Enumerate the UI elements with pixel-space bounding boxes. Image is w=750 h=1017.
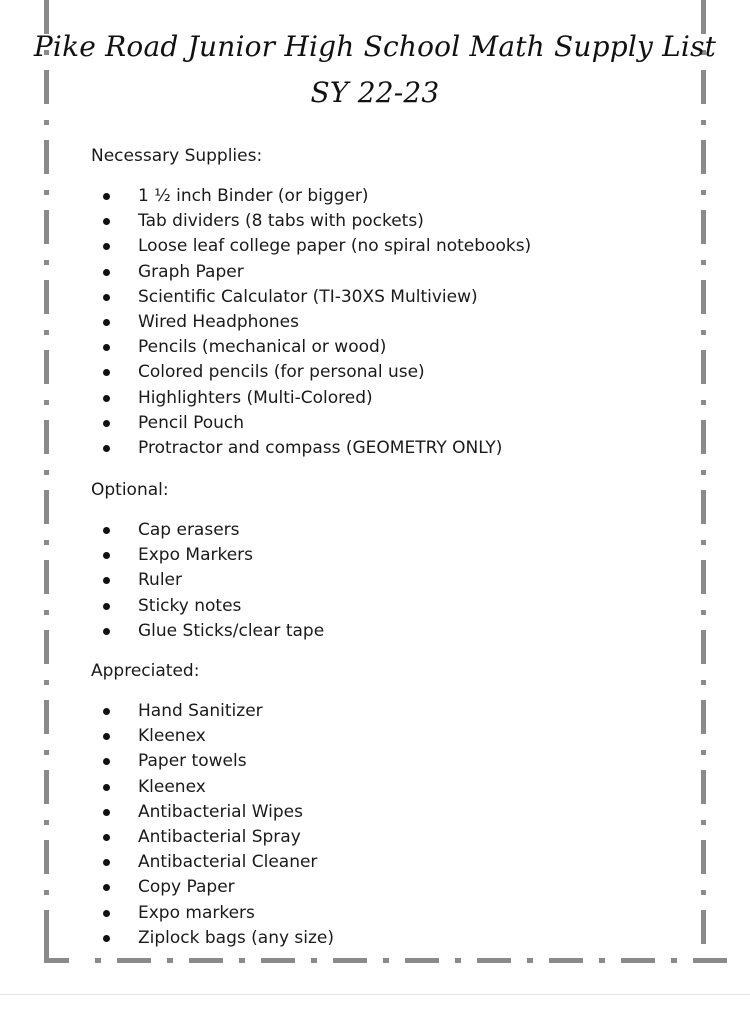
border-dash bbox=[701, 470, 706, 475]
list-item-label: Glue Sticks/clear tape bbox=[138, 620, 325, 641]
border-dash bbox=[701, 770, 706, 804]
border-dash bbox=[701, 490, 706, 524]
bullet-icon bbox=[103, 445, 110, 452]
bullet-icon bbox=[103, 834, 110, 841]
list-item-label: Protractor and compass (GEOMETRY ONLY) bbox=[138, 437, 503, 458]
bullet-icon bbox=[103, 369, 110, 376]
list-item bbox=[0, 436, 531, 461]
list-item bbox=[0, 850, 334, 875]
border-dash bbox=[693, 958, 727, 963]
border-dash bbox=[701, 400, 706, 405]
list-item-label: Kleenex bbox=[138, 776, 206, 797]
list-item bbox=[0, 411, 531, 436]
list-item-label: 1 ½ inch Binder (or bigger) bbox=[138, 186, 369, 206]
border-dash bbox=[44, 120, 49, 125]
border-dash bbox=[239, 958, 245, 963]
border-dash bbox=[549, 958, 583, 963]
list-item bbox=[0, 518, 324, 543]
border-dash bbox=[701, 610, 706, 615]
list-item-label: Copy Paper bbox=[138, 877, 235, 898]
bullet-icon bbox=[103, 218, 110, 225]
appreciated-supplies-list bbox=[0, 699, 334, 951]
necessary-supplies-list bbox=[0, 184, 531, 461]
border-dash bbox=[701, 630, 706, 664]
border-dash bbox=[701, 0, 706, 34]
bullet-icon bbox=[103, 395, 110, 402]
bullet-icon bbox=[103, 344, 110, 351]
list-item bbox=[0, 568, 324, 593]
list-item-label: Cap erasers bbox=[138, 520, 240, 540]
border-dash bbox=[701, 560, 706, 594]
border-dash bbox=[44, 140, 49, 174]
school-year-subtitle: SY 22-23 bbox=[310, 76, 440, 109]
list-item-label: Colored pencils (for personal use) bbox=[138, 362, 425, 383]
bullet-icon bbox=[103, 552, 110, 559]
section-heading-necessary: Necessary Supplies: bbox=[91, 146, 263, 166]
list-item bbox=[0, 209, 531, 234]
bullet-icon bbox=[103, 269, 110, 276]
border-dash bbox=[527, 958, 533, 963]
border-dash bbox=[701, 680, 706, 685]
list-item-label: Antibacterial Spray bbox=[138, 826, 301, 847]
bullet-icon bbox=[103, 527, 110, 534]
list-item bbox=[0, 619, 324, 644]
border-dash bbox=[701, 120, 706, 125]
bullet-icon bbox=[103, 628, 110, 635]
bullet-icon bbox=[103, 935, 110, 942]
border-dash bbox=[701, 840, 706, 874]
bullet-icon bbox=[103, 294, 110, 301]
list-item-label: Tab dividers (8 tabs with pockets) bbox=[138, 211, 424, 232]
border-dash bbox=[189, 958, 223, 963]
border-dash bbox=[701, 700, 706, 734]
bullet-icon bbox=[103, 420, 110, 427]
list-item-label: Hand Sanitizer bbox=[138, 701, 263, 721]
list-item-label: Expo markers bbox=[138, 902, 255, 923]
bullet-icon bbox=[103, 758, 110, 765]
border-dash bbox=[383, 958, 389, 963]
border-dash bbox=[701, 190, 706, 195]
border-dash bbox=[701, 910, 706, 944]
border-dash bbox=[671, 958, 677, 963]
border-dash bbox=[95, 958, 101, 963]
list-item bbox=[0, 386, 531, 411]
bullet-icon bbox=[103, 603, 110, 610]
list-item-label: Pencil Pouch bbox=[138, 412, 245, 433]
list-item-label: Graph Paper bbox=[138, 261, 244, 282]
bullet-icon bbox=[103, 884, 110, 891]
list-item bbox=[0, 749, 334, 774]
list-item bbox=[0, 260, 531, 285]
border-dash bbox=[701, 420, 706, 454]
list-item-label: Loose leaf college paper (no spiral notebooks) bbox=[138, 236, 532, 257]
border-dash bbox=[701, 890, 706, 895]
border-dash bbox=[167, 958, 173, 963]
border-dash bbox=[44, 470, 49, 475]
list-item-label: Wired Headphones bbox=[138, 311, 299, 332]
border-dash bbox=[701, 750, 706, 755]
list-item bbox=[0, 310, 531, 335]
bullet-icon bbox=[103, 809, 110, 816]
border-dash bbox=[44, 680, 49, 685]
bullet-icon bbox=[103, 243, 110, 250]
bullet-icon bbox=[103, 910, 110, 917]
border-dash bbox=[701, 260, 706, 265]
bullet-icon bbox=[103, 193, 110, 200]
list-item-label: Paper towels bbox=[138, 751, 247, 772]
border-dash bbox=[477, 958, 511, 963]
border-dash bbox=[701, 820, 706, 825]
page-bottom-rule bbox=[0, 994, 750, 995]
border-dash bbox=[701, 210, 706, 244]
list-item-label: Ruler bbox=[138, 570, 182, 591]
border-dash bbox=[117, 958, 151, 963]
border-dash bbox=[455, 958, 461, 963]
list-item bbox=[0, 360, 531, 385]
list-item-label: Pencils (mechanical or wood) bbox=[138, 337, 387, 358]
list-item bbox=[0, 335, 531, 360]
border-dash bbox=[701, 140, 706, 174]
list-item bbox=[0, 234, 531, 259]
border-dash bbox=[44, 958, 69, 963]
list-item bbox=[0, 699, 334, 724]
bullet-icon bbox=[103, 859, 110, 866]
section-heading-optional: Optional: bbox=[91, 480, 169, 500]
optional-supplies-list bbox=[0, 518, 324, 644]
list-item bbox=[0, 184, 531, 209]
list-item bbox=[0, 901, 334, 926]
section-heading-appreciated: Appreciated: bbox=[91, 661, 200, 681]
bullet-icon bbox=[103, 577, 110, 584]
bullet-icon bbox=[103, 733, 110, 740]
border-dash bbox=[405, 958, 439, 963]
list-item bbox=[0, 543, 324, 568]
list-item-label: Highlighters (Multi-Colored) bbox=[138, 387, 373, 408]
border-dash bbox=[599, 958, 605, 963]
list-item bbox=[0, 594, 324, 619]
list-item bbox=[0, 724, 334, 749]
list-item bbox=[0, 875, 334, 900]
list-item bbox=[0, 825, 334, 850]
bullet-icon bbox=[103, 708, 110, 715]
border-dash bbox=[333, 958, 367, 963]
list-item-label: Expo Markers bbox=[138, 545, 254, 566]
border-dash bbox=[701, 540, 706, 545]
list-item-label: Antibacterial Cleaner bbox=[138, 852, 318, 873]
list-item bbox=[0, 800, 334, 825]
border-dash bbox=[621, 958, 655, 963]
list-item bbox=[0, 775, 334, 800]
list-item-label: Scientific Calculator (TI-30XS Multiview) bbox=[138, 286, 478, 307]
border-dash bbox=[701, 280, 706, 314]
list-item-label: Antibacterial Wipes bbox=[138, 801, 303, 822]
list-item-label: Sticky notes bbox=[138, 595, 242, 616]
document-title: Pike Road Junior High School Math Supply List bbox=[33, 30, 717, 63]
list-item bbox=[0, 926, 334, 951]
list-item-label: Kleenex bbox=[138, 726, 206, 747]
border-dash bbox=[701, 350, 706, 384]
border-dash bbox=[44, 0, 49, 34]
border-dash bbox=[311, 958, 317, 963]
bullet-icon bbox=[103, 784, 110, 791]
border-dash bbox=[701, 330, 706, 335]
border-dash bbox=[261, 958, 295, 963]
bullet-icon bbox=[103, 319, 110, 326]
list-item bbox=[0, 285, 531, 310]
list-item-label: Ziplock bags (any size) bbox=[138, 927, 335, 948]
